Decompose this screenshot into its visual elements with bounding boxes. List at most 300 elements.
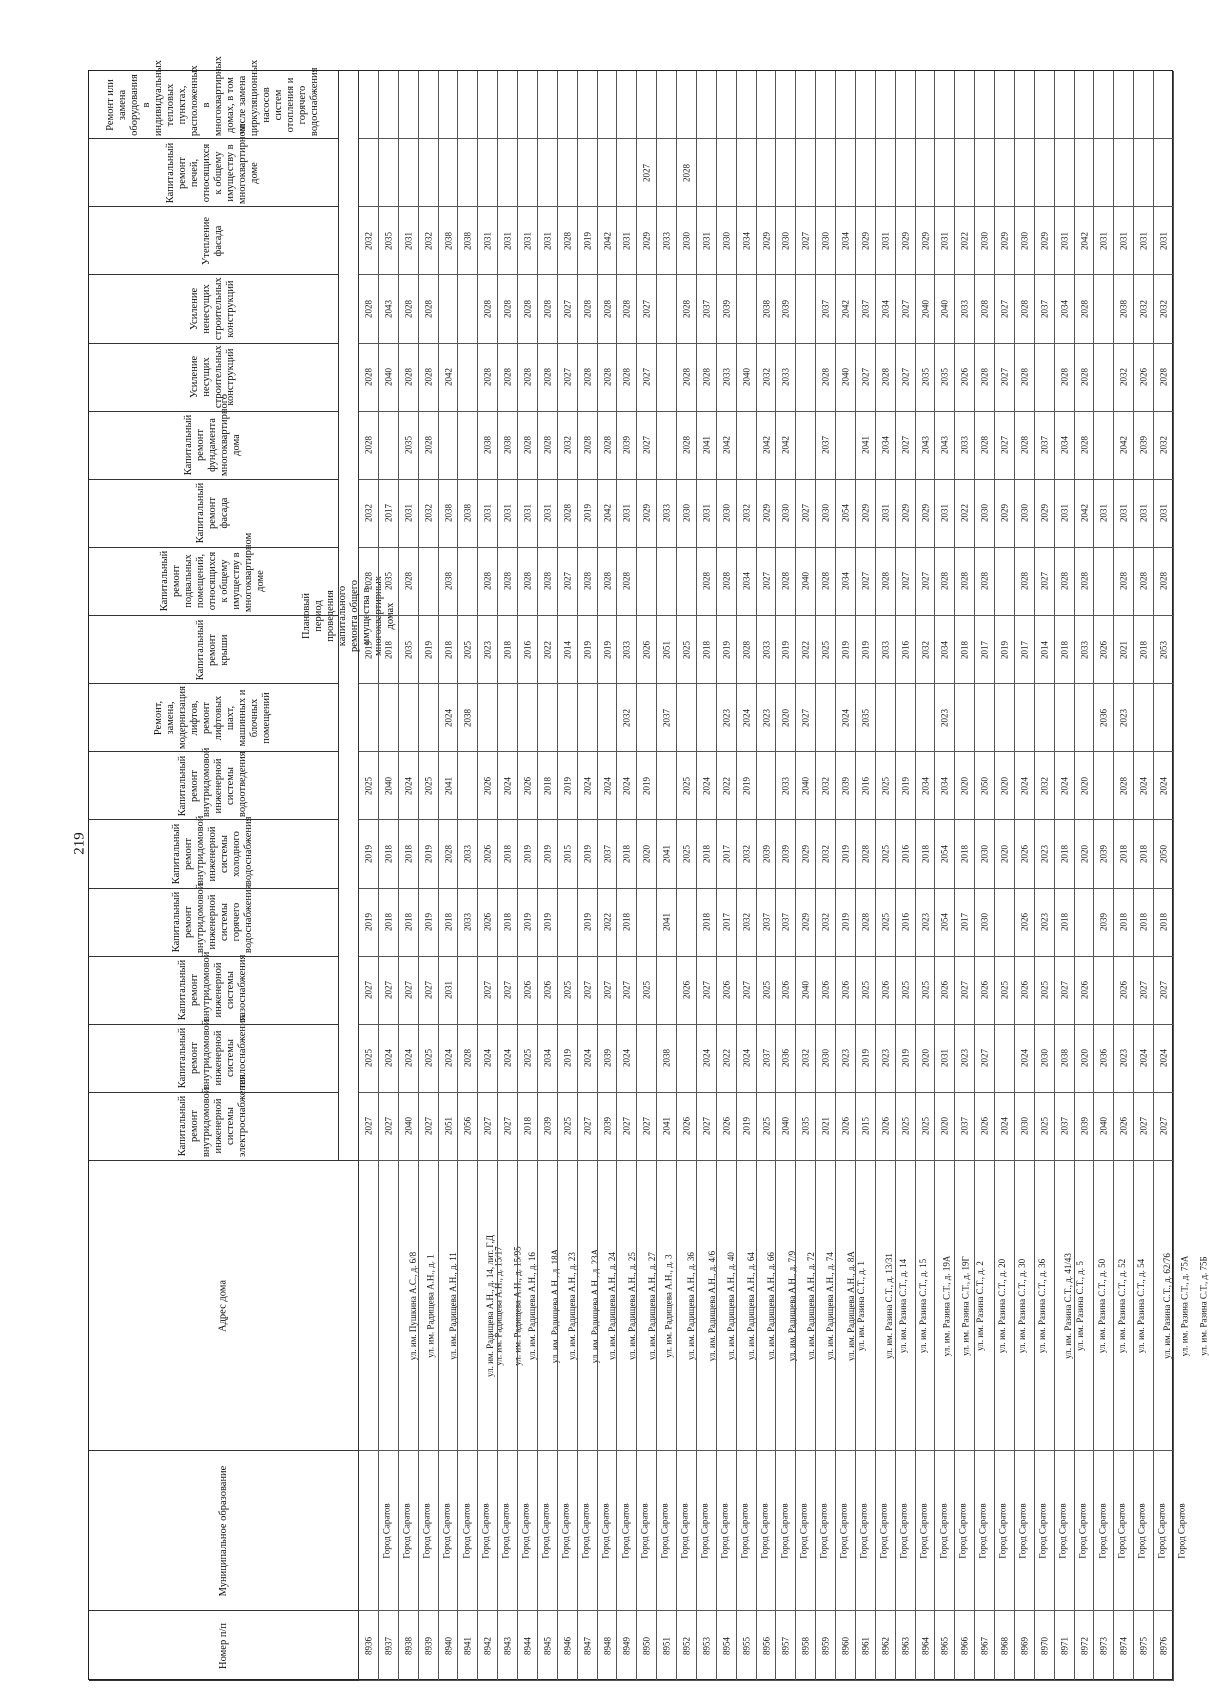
table-row-8974-number bbox=[1114, 1611, 1134, 1681]
table-row-8958-number-text: 8958 bbox=[800, 1636, 811, 1655]
table-row-8956-work-11 bbox=[757, 412, 777, 480]
table-row-8955-work-1-text: 2019 bbox=[741, 1117, 752, 1136]
table-row-8964-work-2-text: 2020 bbox=[920, 1049, 931, 1068]
table-row-8955-work-13 bbox=[737, 275, 757, 343]
header-municipality-text: Муниципальное образование bbox=[217, 1465, 229, 1596]
table-row-8955-work-1 bbox=[737, 1093, 757, 1161]
table-row-8962-work-13 bbox=[876, 275, 896, 343]
table-row-8955-work-2-text: 2024 bbox=[741, 1049, 752, 1068]
table-row-8937-work-9-text: 2035 bbox=[383, 572, 394, 591]
table-row-8939-work-5 bbox=[419, 820, 439, 888]
table-row-8973-number bbox=[1094, 1611, 1114, 1681]
table-row-8945-work-1 bbox=[538, 1093, 558, 1161]
table-row-8969-municipality-text: Город Саратов bbox=[1037, 1502, 1048, 1559]
table-row-8972-work-1 bbox=[1075, 1093, 1095, 1161]
table-row-8960-municipality bbox=[836, 1451, 869, 1611]
table-row-8947-address-text: ул. им. Радищева А.Н., д. 25 bbox=[626, 1251, 637, 1360]
table-row-8967-work-11-text: 2028 bbox=[979, 436, 990, 455]
table-row-8948-work-4 bbox=[598, 889, 618, 957]
table-row-8960-work-5-text: 2019 bbox=[840, 844, 851, 863]
table-row-8971-work-16 bbox=[1055, 71, 1075, 139]
header-work-2 bbox=[89, 1015, 339, 1093]
table-row-8971-work-9 bbox=[1055, 548, 1075, 616]
table-row-8964-work-1-text: 2025 bbox=[920, 1117, 931, 1136]
table-row-8948-work-12 bbox=[598, 344, 618, 412]
table-row-8973-work-5 bbox=[1094, 820, 1114, 888]
table-row-8936-work-6-text: 2025 bbox=[363, 776, 374, 795]
table-row-8963-work-6 bbox=[896, 752, 916, 820]
table-row-8949-work-14 bbox=[617, 207, 637, 275]
table-row-8972-work-11-text: 2028 bbox=[1079, 436, 1090, 455]
header-work-5-text: Капитальный ремонт внутридомовой инженерной системы холодного водоснабжения bbox=[171, 815, 255, 885]
table-row-8954-number bbox=[717, 1611, 737, 1681]
table-row-8941-work-4-text: 2033 bbox=[462, 913, 473, 932]
table-row-8960-work-16 bbox=[836, 71, 856, 139]
table-row-8974-work-3-text: 2026 bbox=[1118, 981, 1129, 1000]
table-row-8951-work-8 bbox=[657, 616, 677, 684]
table-row-8953-work-14-text: 2031 bbox=[701, 231, 712, 250]
table-row-8954-municipality bbox=[717, 1451, 750, 1611]
table-row-8944-work-8-text: 2016 bbox=[522, 640, 533, 659]
table-row-8972-work-1-text: 2039 bbox=[1079, 1117, 1090, 1136]
table-row-8956-work-5-text: 2039 bbox=[760, 844, 771, 863]
table-row-8939-work-2 bbox=[419, 1025, 439, 1093]
table-row-8970-work-8-text: 2014 bbox=[1039, 640, 1050, 659]
table-row-8973-work-14 bbox=[1094, 207, 1114, 275]
table-row-8972-work-13-text: 2028 bbox=[1079, 299, 1090, 318]
table-row-8971-work-3 bbox=[1055, 957, 1075, 1025]
table-row-8961-work-9 bbox=[856, 548, 876, 616]
table-row-8962-work-12-text: 2028 bbox=[880, 368, 891, 387]
table-row-8957-work-8 bbox=[776, 616, 796, 684]
table-row-8960-work-1 bbox=[836, 1093, 856, 1161]
table-row-8959-work-6 bbox=[816, 752, 836, 820]
table-row-8943-work-10 bbox=[498, 480, 518, 548]
table-row-8952-work-10 bbox=[677, 480, 697, 548]
table-row-8949-work-13 bbox=[617, 275, 637, 343]
table-row-8950-work-6 bbox=[637, 752, 657, 820]
table-row-8975-municipality-text: Город Саратов bbox=[1156, 1502, 1167, 1559]
table-row-8936-work-12 bbox=[359, 344, 379, 412]
table-row-8971-work-6-text: 2024 bbox=[1059, 776, 1070, 795]
table-row-8964-work-3-text: 2025 bbox=[920, 981, 931, 1000]
table-row-8968-work-11 bbox=[995, 412, 1015, 480]
table-row-8962-work-12 bbox=[876, 344, 896, 412]
table-row-8967-work-16 bbox=[975, 71, 995, 139]
table-row-8970-number-text: 8970 bbox=[1039, 1636, 1050, 1655]
table-row-8954-work-14-text: 2030 bbox=[721, 231, 732, 250]
table-row-8944-work-3 bbox=[518, 957, 538, 1025]
table-row-8938-work-15 bbox=[399, 139, 419, 207]
table-row-8976-work-1-text: 2027 bbox=[1158, 1117, 1169, 1136]
table-row-8944-work-10 bbox=[518, 480, 538, 548]
table-row-8938-work-6-text: 2024 bbox=[403, 776, 414, 795]
table-row-8959-work-10-text: 2030 bbox=[820, 504, 831, 523]
table-row-8948-work-9-text: 2028 bbox=[601, 572, 612, 591]
table-row-8963-work-14 bbox=[896, 207, 916, 275]
table-row-8959-work-15 bbox=[816, 139, 836, 207]
table-row-8942-work-3 bbox=[478, 957, 498, 1025]
table-row-8936-address bbox=[359, 1161, 419, 1451]
table-row-8952-work-16 bbox=[677, 71, 697, 139]
table-row-8958-work-9 bbox=[796, 548, 816, 616]
table-row-8972-work-10 bbox=[1075, 480, 1095, 548]
table-row-8969-work-10-text: 2030 bbox=[1019, 504, 1030, 523]
table-row-8938-work-4 bbox=[399, 889, 419, 957]
table-row-8955-work-11 bbox=[737, 412, 757, 480]
table-row-8944-work-7 bbox=[518, 684, 538, 752]
table-row-8975-number-text: 8975 bbox=[1138, 1636, 1149, 1655]
table-row-8962-number bbox=[876, 1611, 896, 1681]
table-row-8970-work-14 bbox=[1035, 207, 1055, 275]
table-row-8958-work-8-text: 2022 bbox=[800, 640, 811, 659]
table-row-8969-work-3-text: 2026 bbox=[1019, 981, 1030, 1000]
table-row-8939-work-13-text: 2028 bbox=[423, 299, 434, 318]
table-row-8960-address-text: ул. им. Разина С.Т., д. 13/31 bbox=[883, 1252, 894, 1359]
table-row-8947-work-2 bbox=[578, 1025, 598, 1093]
table-row-8938-number-text: 8938 bbox=[403, 1636, 414, 1655]
table-row-8974-work-8-text: 2021 bbox=[1118, 640, 1129, 659]
table-row-8961-work-5 bbox=[856, 820, 876, 888]
table-row-8961-work-8-text: 2019 bbox=[860, 640, 871, 659]
table-row-8974-work-12 bbox=[1114, 344, 1134, 412]
table-row-8975-work-1-text: 2027 bbox=[1138, 1117, 1149, 1136]
table-row-8938-work-3 bbox=[399, 957, 419, 1025]
table-row-8965-work-6 bbox=[935, 752, 955, 820]
table-row-8938-work-8 bbox=[399, 616, 419, 684]
table-row-8970-work-5 bbox=[1035, 820, 1055, 888]
table-row-8962-work-3-text: 2026 bbox=[880, 981, 891, 1000]
table-row-8968-work-8-text: 2019 bbox=[999, 640, 1010, 659]
table-row-8949-work-1-text: 2027 bbox=[621, 1117, 632, 1136]
table-row-8942-work-12-text: 2028 bbox=[482, 368, 493, 387]
table-row-8955-work-8-text: 2028 bbox=[741, 640, 752, 659]
table-row-8949-work-2-text: 2024 bbox=[621, 1049, 632, 1068]
table-row-8966-work-13-text: 2033 bbox=[959, 299, 970, 318]
table-row-8969-work-3 bbox=[1015, 957, 1035, 1025]
table-row-8944-work-16 bbox=[518, 71, 538, 139]
table-row-8976-work-4 bbox=[1154, 889, 1174, 957]
table-row-8963-work-13-text: 2027 bbox=[900, 299, 911, 318]
table-row-8971-municipality-text: Город Саратов bbox=[1077, 1502, 1088, 1559]
table-row-8955-municipality bbox=[737, 1451, 770, 1611]
table-row-8955-work-12 bbox=[737, 344, 757, 412]
table-row-8958-work-10 bbox=[796, 480, 816, 548]
table-row-8968-work-6 bbox=[995, 752, 1015, 820]
table-row-8948-work-2-text: 2039 bbox=[601, 1049, 612, 1068]
table-row-8964-work-4 bbox=[916, 889, 936, 957]
table-row-8976-work-8-text: 2053 bbox=[1158, 640, 1169, 659]
table-row-8960-work-6 bbox=[836, 752, 856, 820]
table-row-8965-work-10-text: 2031 bbox=[939, 504, 950, 523]
table-row-8956-work-14 bbox=[757, 207, 777, 275]
table-row-8941-work-12 bbox=[458, 344, 478, 412]
table-row-8960-work-4-text: 2019 bbox=[840, 913, 851, 932]
table-row-8975-work-4-text: 2018 bbox=[1138, 913, 1149, 932]
table-row-8964-work-5 bbox=[916, 820, 936, 888]
table-row-8959-work-12-text: 2028 bbox=[820, 368, 831, 387]
table-row-8970-work-8 bbox=[1035, 616, 1055, 684]
table-row-8951-work-4 bbox=[657, 889, 677, 957]
table-row-8945-work-3-text: 2026 bbox=[542, 981, 553, 1000]
table-row-8949-number bbox=[617, 1611, 637, 1681]
table-row-8956-work-8 bbox=[757, 616, 777, 684]
table-row-8976-number bbox=[1154, 1611, 1174, 1681]
table-row-8942-work-4 bbox=[478, 889, 498, 957]
table-row-8968-work-10-text: 2029 bbox=[999, 504, 1010, 523]
table-row-8943-municipality-text: Город Саратов bbox=[520, 1502, 531, 1559]
table-row-8961-work-4-text: 2028 bbox=[860, 913, 871, 932]
table-row-8958-work-2 bbox=[796, 1025, 816, 1093]
table-row-8945-address-text: ул. им. Радищева А.Н., д. 23А bbox=[590, 1248, 601, 1363]
table-row-8973-work-1 bbox=[1094, 1093, 1114, 1161]
table-row-8975-work-9-text: 2028 bbox=[1138, 572, 1149, 591]
table-row-8936-work-7 bbox=[359, 684, 379, 752]
table-row-8937-work-5-text: 2018 bbox=[383, 844, 394, 863]
table-row-8946-work-13 bbox=[558, 275, 578, 343]
table-row-8968-municipality-text: Город Саратов bbox=[1017, 1502, 1028, 1559]
table-row-8945-work-1-text: 2039 bbox=[542, 1117, 553, 1136]
table-row-8948-work-7 bbox=[598, 684, 618, 752]
table-row-8953-work-12 bbox=[697, 344, 717, 412]
table-row-8952-work-2 bbox=[677, 1025, 697, 1093]
table-row-8962-municipality-text: Город Саратов bbox=[898, 1502, 909, 1559]
table-row-8936-work-15 bbox=[359, 139, 379, 207]
table-row-8939-work-12-text: 2028 bbox=[423, 368, 434, 387]
table-row-8950-work-10-text: 2029 bbox=[641, 504, 652, 523]
table-row-8937-work-12 bbox=[379, 344, 399, 412]
table-row-8946-work-14 bbox=[558, 207, 578, 275]
table-row-8944-work-14-text: 2031 bbox=[522, 231, 533, 250]
table-row-8949-number-text: 8949 bbox=[621, 1636, 632, 1655]
table-row-8955-work-10 bbox=[737, 480, 757, 548]
table-row-8965-work-1 bbox=[935, 1093, 955, 1161]
table-row-8974-work-5 bbox=[1114, 820, 1134, 888]
table-row-8968-work-12-text: 2027 bbox=[999, 368, 1010, 387]
table-row-8954-work-13 bbox=[717, 275, 737, 343]
table-row-8964-work-1 bbox=[916, 1093, 936, 1161]
table-row-8938-work-2 bbox=[399, 1025, 419, 1093]
table-row-8944-work-11 bbox=[518, 412, 538, 480]
table-row-8943-number-text: 8943 bbox=[502, 1636, 513, 1655]
table-row-8938-work-13 bbox=[399, 275, 419, 343]
table-row-8974-work-14 bbox=[1114, 207, 1134, 275]
table-row-8964-work-11 bbox=[916, 412, 936, 480]
table-row-8956-work-13-text: 2038 bbox=[760, 299, 771, 318]
table-row-8957-work-4 bbox=[776, 889, 796, 957]
table-row-8939-number bbox=[419, 1611, 439, 1681]
table-row-8946-work-12-text: 2027 bbox=[562, 368, 573, 387]
table-row-8962-work-6-text: 2025 bbox=[880, 776, 891, 795]
header-work-11-text: Капитальный ремонт фундамента многоквартирного дома bbox=[183, 394, 243, 477]
table-row-8971-work-14-text: 2031 bbox=[1059, 231, 1070, 250]
table-row-8971-work-10-text: 2031 bbox=[1059, 504, 1070, 523]
table-row-8970-work-13 bbox=[1035, 275, 1055, 343]
table-row-8972-work-5-text: 2020 bbox=[1079, 844, 1090, 863]
table-row-8945-work-15 bbox=[538, 139, 558, 207]
table-row-8965-municipality bbox=[935, 1451, 969, 1611]
table-row-8947-work-15 bbox=[578, 139, 598, 207]
table-row-8946-work-7 bbox=[558, 684, 578, 752]
table-row-8969-work-6-text: 2024 bbox=[1019, 776, 1030, 795]
table-row-8969-work-1-text: 2030 bbox=[1019, 1117, 1030, 1136]
table-row-8973-work-14-text: 2031 bbox=[1098, 231, 1109, 250]
table-row-8972-work-6 bbox=[1075, 752, 1095, 820]
table-row-8961-work-3-text: 2025 bbox=[860, 981, 871, 1000]
table-row-8959-work-8 bbox=[816, 616, 836, 684]
table-row-8937-work-14-text: 2035 bbox=[383, 231, 394, 250]
table-row-8966-work-14-text: 2022 bbox=[959, 231, 970, 250]
table-row-8975-work-8 bbox=[1134, 616, 1154, 684]
table-row-8948-municipality bbox=[598, 1451, 631, 1611]
table-row-8936-work-10 bbox=[359, 480, 379, 548]
table-row-8961-work-5-text: 2028 bbox=[860, 844, 871, 863]
table-row-8968-work-7 bbox=[995, 684, 1015, 752]
table-row-8958-work-15 bbox=[796, 139, 816, 207]
table-row-8972-work-8 bbox=[1075, 616, 1095, 684]
table-row-8970-municipality bbox=[1035, 1451, 1068, 1611]
table-row-8941-work-5-text: 2033 bbox=[462, 844, 473, 863]
table-row-8937-work-3-text: 2027 bbox=[383, 981, 394, 1000]
table-row-8938-work-7 bbox=[399, 684, 419, 752]
table-row-8939-work-1 bbox=[419, 1093, 439, 1161]
table-row-8941-work-8 bbox=[458, 616, 478, 684]
table-row-8963-work-5 bbox=[896, 820, 916, 888]
table-row-8951-work-7 bbox=[657, 684, 677, 752]
table-row-8959-work-14-text: 2030 bbox=[820, 231, 831, 250]
table-row-8961-work-2-text: 2019 bbox=[860, 1049, 871, 1068]
table-row-8965-work-4 bbox=[935, 889, 955, 957]
table-row-8973-work-7-text: 2036 bbox=[1098, 708, 1109, 727]
table-row-8965-work-6-text: 2034 bbox=[939, 776, 950, 795]
table-row-8969-work-4 bbox=[1015, 889, 1035, 957]
table-row-8968-work-3-text: 2025 bbox=[999, 981, 1010, 1000]
table-row-8963-address-text: ул. им. Разина С.Т., д. 19А bbox=[941, 1255, 952, 1356]
table-row-8959-work-2-text: 2030 bbox=[820, 1049, 831, 1068]
table-row-8939-work-14-text: 2032 bbox=[423, 231, 434, 250]
table-row-8963-work-2 bbox=[896, 1025, 916, 1093]
table-row-8971-work-11-text: 2034 bbox=[1059, 436, 1070, 455]
table-row-8937-work-2 bbox=[379, 1025, 399, 1093]
table-row-8946-work-13-text: 2027 bbox=[562, 299, 573, 318]
table-row-8947-work-4 bbox=[578, 889, 598, 957]
table-row-8952-work-12-text: 2028 bbox=[681, 368, 692, 387]
table-row-8967-work-6-text: 2050 bbox=[979, 776, 990, 795]
table-row-8946-address-text: ул. им. Радищева А.Н., д. 24 bbox=[606, 1251, 617, 1360]
table-row-8967-work-8-text: 2017 bbox=[979, 640, 990, 659]
table-row-8943-number bbox=[498, 1611, 518, 1681]
table-row-8942-work-5 bbox=[478, 820, 498, 888]
table-row-8961-work-1-text: 2015 bbox=[860, 1117, 871, 1136]
table-row-8975-work-13-text: 2032 bbox=[1138, 299, 1149, 318]
table-row-8955-work-4 bbox=[737, 889, 757, 957]
table-row-8952-work-12 bbox=[677, 344, 697, 412]
table-row-8959-municipality bbox=[816, 1451, 849, 1611]
table-row-8963-work-10-text: 2029 bbox=[900, 504, 911, 523]
table-row-8948-work-15 bbox=[598, 139, 618, 207]
table-row-8942-work-12 bbox=[478, 344, 498, 412]
table-row-8956-work-12-text: 2032 bbox=[760, 368, 771, 387]
table-row-8966-work-4 bbox=[955, 889, 975, 957]
table-row-8943-work-13-text: 2028 bbox=[502, 299, 513, 318]
table-row-8971-municipality bbox=[1055, 1451, 1088, 1611]
table-row-8942-work-2-text: 2024 bbox=[482, 1049, 493, 1068]
table-row-8948-work-9 bbox=[598, 548, 618, 616]
table-row-8950-work-15 bbox=[637, 139, 657, 207]
table-row-8960-work-2 bbox=[836, 1025, 856, 1093]
table-row-8946-number bbox=[558, 1611, 578, 1681]
table-row-8940-number bbox=[439, 1611, 459, 1681]
table-row-8960-work-15 bbox=[836, 139, 856, 207]
table-row-8946-work-14-text: 2028 bbox=[562, 231, 573, 250]
table-row-8939-work-6-text: 2025 bbox=[423, 776, 434, 795]
table-row-8937-work-8 bbox=[379, 616, 399, 684]
table-row-8957-work-9 bbox=[776, 548, 796, 616]
table-row-8938-work-5-text: 2018 bbox=[403, 844, 414, 863]
table-row-8969-work-15 bbox=[1015, 139, 1035, 207]
table-row-8943-work-3 bbox=[498, 957, 518, 1025]
table-row-8967-address-text: ул. им. Разина С.Т., д. 30 bbox=[1017, 1258, 1028, 1353]
header-work-3 bbox=[89, 951, 339, 1025]
table-row-8947-work-11-text: 2028 bbox=[582, 436, 593, 455]
table-row-8951-work-14-text: 2033 bbox=[661, 231, 672, 250]
table-row-8954-work-5 bbox=[717, 820, 737, 888]
table-row-8965-work-13-text: 2040 bbox=[939, 299, 950, 318]
table-row-8960-work-1-text: 2026 bbox=[840, 1117, 851, 1136]
header-work-11 bbox=[89, 394, 339, 480]
table-row-8959-work-16 bbox=[816, 71, 836, 139]
table-row-8967-number-text: 8967 bbox=[979, 1636, 990, 1655]
table-row-8961-work-11 bbox=[856, 412, 876, 480]
table-row-8976-number-text: 8976 bbox=[1158, 1636, 1169, 1655]
table-row-8941-address-text: ул. им. Радищева А.Н., д. 15/95 bbox=[513, 1245, 524, 1366]
table-row-8965-work-16 bbox=[935, 71, 955, 139]
table-row-8943-work-7 bbox=[498, 684, 518, 752]
table-row-8955-work-14 bbox=[737, 207, 757, 275]
table-row-8948-work-3-text: 2027 bbox=[601, 981, 612, 1000]
table-row-8964-work-16 bbox=[916, 71, 936, 139]
table-row-8944-work-4-text: 2019 bbox=[522, 913, 533, 932]
table-row-8936-municipality-text: Город Саратов bbox=[381, 1502, 392, 1559]
table-row-8939-work-15 bbox=[419, 139, 439, 207]
table-row-8959-work-5-text: 2032 bbox=[820, 844, 831, 863]
table-row-8975-work-13 bbox=[1134, 275, 1154, 343]
table-row-8952-work-9 bbox=[677, 548, 697, 616]
table-row-8951-work-14 bbox=[657, 207, 677, 275]
table-row-8959-work-11-text: 2037 bbox=[820, 436, 831, 455]
table-row-8936-work-9-text: 2028 bbox=[363, 572, 374, 591]
table-row-8938-work-16 bbox=[399, 71, 419, 139]
table-row-8963-number-text: 8963 bbox=[900, 1636, 911, 1655]
table-row-8949-work-11 bbox=[617, 412, 637, 480]
table-row-8938-work-13-text: 2028 bbox=[403, 299, 414, 318]
header-work-10 bbox=[89, 480, 339, 548]
table-row-8967-work-9 bbox=[975, 548, 995, 616]
table-row-8944-work-9-text: 2028 bbox=[522, 572, 533, 591]
table-row-8950-work-11 bbox=[637, 412, 657, 480]
table-row-8976-work-6-text: 2024 bbox=[1158, 776, 1169, 795]
table-row-8976-municipality-text: Город Саратов bbox=[1176, 1502, 1187, 1559]
table-row-8974-work-3 bbox=[1114, 957, 1134, 1025]
table-row-8971-work-8-text: 2018 bbox=[1059, 640, 1070, 659]
table-row-8938-work-4-text: 2018 bbox=[403, 913, 414, 932]
table-row-8963-work-3 bbox=[896, 957, 916, 1025]
table-row-8951-municipality-text: Город Саратов bbox=[679, 1502, 690, 1559]
table-row-8965-work-14-text: 2031 bbox=[939, 231, 950, 250]
table-row-8937-work-1 bbox=[379, 1093, 399, 1161]
table-row-8942-work-1-text: 2027 bbox=[482, 1117, 493, 1136]
table-row-8944-work-3-text: 2026 bbox=[522, 981, 533, 1000]
